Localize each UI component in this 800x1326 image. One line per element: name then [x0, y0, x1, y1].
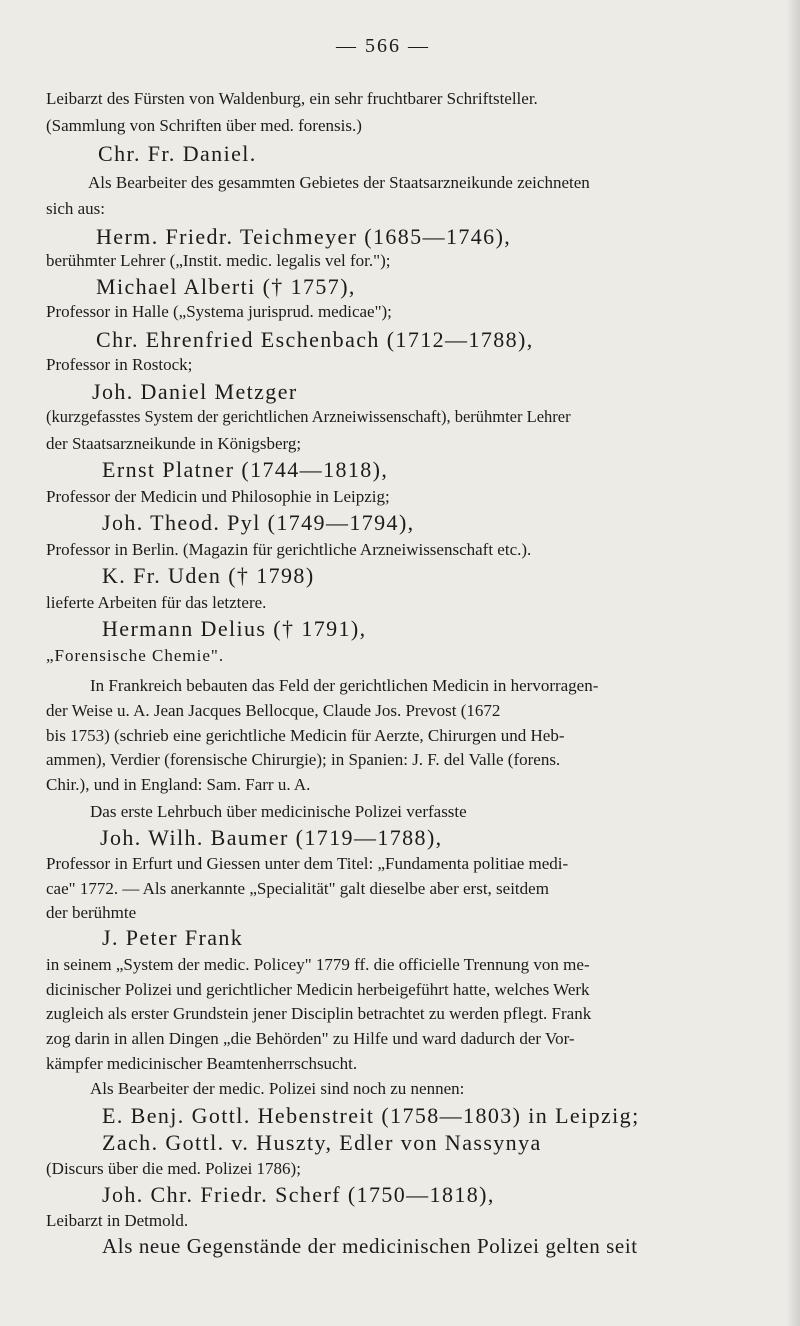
text-line: lieferte Arbeiten für das letztere.	[46, 593, 267, 612]
text-line: zugleich als erster Grundstein jener Disciplin betrachtet zu werden pflegt. Frank	[46, 1004, 592, 1023]
text-line: der berühmte	[46, 903, 137, 922]
page-edge-shadow	[786, 0, 800, 1326]
person-name: Joh. Wilh. Baumer (1719—1788),	[100, 825, 443, 850]
text-line: cae" 1772. — Als anerkannte „Specialität" galt dieselbe aber erst, seitdem	[46, 879, 549, 898]
text-line: bis 1753) (schrieb eine gerichtliche Medicin für Aerzte, Chirurgen und Heb-	[46, 726, 565, 745]
text-line: Professor der Medicin und Philosophie in Leipzig;	[46, 487, 390, 506]
text-line: Leibarzt des Fürsten von Waldenburg, ein sehr fruchtbarer Schriftsteller.	[46, 89, 538, 108]
page-number: — 566 —	[336, 35, 430, 57]
text-line: Professor in Berlin. (Magazin für gerichtliche Arzneiwissenschaft etc.).	[46, 540, 532, 559]
person-name: Ernst Platner (1744—1818),	[102, 457, 389, 482]
text-line: Professor in Rostock;	[46, 355, 193, 374]
person-name: Chr. Ehrenfried Eschenbach (1712—1788),	[96, 327, 534, 352]
person-name: Joh. Daniel Metzger	[92, 379, 298, 404]
text-line: (Sammlung von Schriften über med. forensis.)	[46, 116, 362, 135]
text-line: (Discurs über die med. Polizei 1786);	[46, 1159, 301, 1178]
text-line: Chir.), und in England: Sam. Farr u. A.	[46, 775, 311, 794]
text-line: Leibarzt in Detmold.	[46, 1211, 189, 1230]
text-line: der Weise u. A. Jean Jacques Bellocque, Claude Jos. Prevost (1672	[46, 701, 501, 720]
person-name: J. Peter Frank	[102, 925, 244, 950]
person-name: Joh. Theod. Pyl (1749—1794),	[102, 510, 415, 535]
text-line: kämpfer medicinischer Beamtenherrschsucht.	[46, 1054, 358, 1073]
text-line: In Frankreich bebauten das Feld der gerichtlichen Medicin in hervorragen-	[90, 676, 599, 695]
text-line: (kurzgefasstes System der gerichtlichen Arzneiwissenschaft), berühmter Lehrer	[46, 407, 571, 426]
person-name: Joh. Chr. Friedr. Scherf (1750—1818),	[102, 1182, 495, 1207]
text-line: „Forensische Chemie".	[46, 646, 225, 665]
person-name: Chr. Fr. Daniel.	[98, 141, 257, 166]
text-line: dicinischer Polizei und gerichtlicher Medicin herbeigeführt hatte, welches Werk	[46, 980, 590, 999]
person-name: E. Benj. Gottl. Hebenstreit (1758—1803) in Leipzig;	[102, 1103, 640, 1128]
text-line: Als neue Gegenstände der medicinischen Polizei gelten seit	[102, 1234, 638, 1258]
text-line: der Staatsarzneikunde in Königsberg;	[46, 434, 302, 453]
text-line: Das erste Lehrbuch über medicinische Polizei verfasste	[90, 802, 467, 821]
person-name: Herm. Friedr. Teichmeyer (1685—1746),	[96, 224, 512, 249]
text-line: Professor in Erfurt und Giessen unter dem Titel: „Fundamenta politiae medi-	[46, 854, 569, 873]
text-line: in seinem „System der medic. Policey" 1779 ff. die officielle Trennung von me-	[46, 955, 590, 974]
text-line: ammen), Verdier (forensische Chirurgie); in Spanien: J. F. del Valle (forens.	[46, 750, 561, 769]
person-name: Zach. Gottl. v. Huszty, Edler von Nassynya	[102, 1130, 542, 1155]
text-line: Als Bearbeiter des gesammten Gebietes der Staatsarzneikunde zeichneten	[88, 173, 590, 192]
person-name: Michael Alberti († 1757),	[96, 274, 356, 299]
text-line: berühmter Lehrer („Instit. medic. legalis vel for.");	[46, 251, 391, 270]
text-line: sich aus:	[46, 199, 106, 218]
person-name: K. Fr. Uden († 1798)	[102, 563, 315, 588]
text-line: Professor in Halle („Systema jurisprud. medicae");	[46, 302, 392, 321]
text-line: zog darin in allen Dingen „die Behörden" zu Hilfe und ward dadurch der Vor-	[46, 1029, 575, 1048]
person-name: Hermann Delius († 1791),	[102, 616, 367, 641]
text-line: Als Bearbeiter der medic. Polizei sind noch zu nennen:	[90, 1079, 465, 1098]
